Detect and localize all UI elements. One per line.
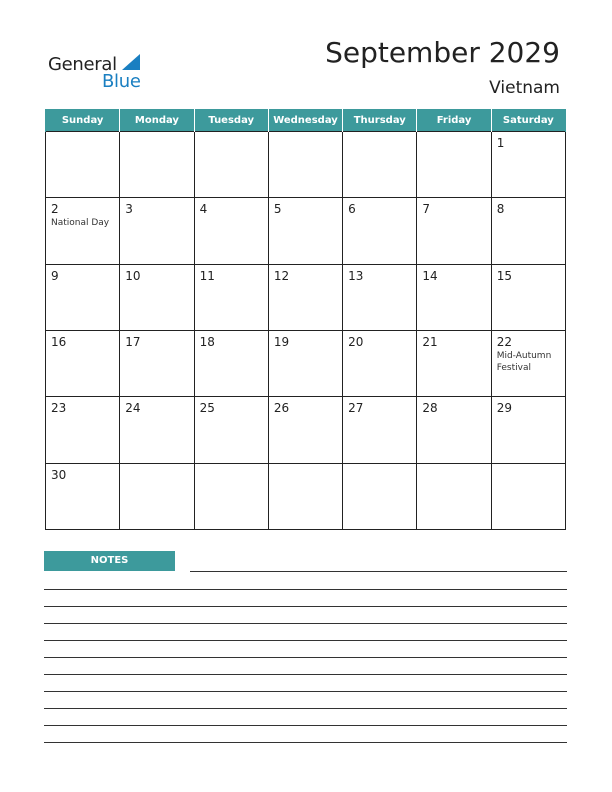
calendar-grid [45, 109, 566, 530]
day-cell [46, 198, 120, 264]
day-cell [343, 198, 417, 264]
country-name: Vietnam [489, 78, 560, 98]
day-cell [120, 463, 194, 529]
day-cell [194, 264, 268, 330]
day-number: 12 [273, 268, 290, 283]
day-cell [417, 463, 491, 529]
day-cell [343, 264, 417, 330]
note-line [44, 589, 567, 590]
page-title: September 2029 [325, 36, 560, 69]
day-number: 1 [496, 136, 505, 150]
week-row [46, 463, 566, 529]
week-row [46, 132, 566, 198]
note-line [44, 623, 567, 624]
day-cell [46, 397, 120, 463]
day-cell [46, 463, 120, 529]
holiday-label: Mid-Autumn Festival [496, 350, 552, 373]
day-cell [46, 330, 120, 396]
brand-logo [48, 52, 148, 92]
weekday-header: Tuesday [194, 109, 268, 132]
holiday-label: National Day [51, 218, 110, 229]
day-cell [491, 198, 565, 264]
day-number: 3 [125, 202, 133, 217]
day-cell [194, 330, 268, 396]
day-cell [343, 132, 417, 198]
day-cell [491, 463, 565, 529]
day-number: 30 [51, 467, 67, 482]
weekday-header: Sunday [46, 109, 120, 132]
calendar-body [46, 132, 566, 530]
day-cell [46, 132, 120, 198]
day-number: 18 [199, 334, 215, 349]
day-cell [120, 397, 194, 463]
day-number: 15 [496, 268, 512, 283]
day-cell [194, 463, 268, 529]
day-cell [417, 132, 491, 198]
day-cell [417, 330, 491, 396]
day-cell [417, 397, 491, 463]
day-cell [268, 264, 342, 330]
day-cell [491, 397, 565, 463]
day-cell [268, 132, 342, 198]
day-cell [268, 198, 342, 264]
day-cell [268, 330, 342, 396]
note-line [44, 708, 567, 709]
day-cell [194, 132, 268, 198]
day-number: 5 [273, 202, 282, 217]
day-number: 9 [51, 268, 59, 283]
note-line [44, 691, 567, 692]
day-number: 2 [51, 202, 59, 217]
week-row [46, 264, 566, 330]
day-cell [491, 264, 565, 330]
day-cell [120, 132, 194, 198]
day-number: 23 [51, 401, 67, 416]
weekday-header: Monday [120, 109, 194, 132]
notes-label: NOTES [44, 551, 175, 571]
day-number: 28 [422, 401, 438, 416]
day-number: 26 [273, 401, 290, 416]
day-number: 24 [125, 401, 141, 416]
day-number: 17 [125, 334, 141, 349]
logo-text-blue: Blue [102, 71, 141, 92]
day-number: 4 [199, 202, 208, 217]
day-cell [491, 132, 565, 198]
day-number: 10 [125, 268, 141, 283]
weekday-header: Friday [417, 109, 491, 132]
day-cell [120, 264, 194, 330]
logo-triangle-icon [122, 54, 140, 70]
day-number: 14 [422, 268, 438, 283]
weekday-header: Thursday [343, 109, 417, 132]
note-line [190, 571, 567, 572]
day-number: 25 [199, 401, 215, 416]
day-cell [268, 463, 342, 529]
note-line [44, 725, 567, 726]
day-cell [194, 397, 268, 463]
day-number: 19 [273, 334, 290, 349]
day-cell [417, 198, 491, 264]
day-number: 20 [348, 334, 364, 349]
day-number: 29 [496, 401, 512, 416]
note-line [44, 742, 567, 743]
day-cell [343, 397, 417, 463]
day-number: 6 [348, 202, 356, 217]
note-line [44, 640, 567, 641]
day-number: 11 [199, 268, 215, 283]
day-cell [268, 397, 342, 463]
day-number: 7 [422, 202, 431, 217]
weekday-header: Wednesday [268, 109, 342, 132]
day-cell [491, 330, 565, 396]
day-cell [120, 330, 194, 396]
day-number: 8 [496, 202, 505, 217]
day-cell [194, 198, 268, 264]
weekday-header-row [46, 109, 566, 132]
day-number: 27 [348, 401, 364, 416]
day-cell [120, 198, 194, 264]
week-row [46, 198, 566, 264]
week-row [46, 397, 566, 463]
week-row [46, 330, 566, 396]
day-number: 21 [422, 334, 438, 349]
day-cell [417, 264, 491, 330]
day-number: 22 [496, 334, 512, 349]
note-line [44, 657, 567, 658]
day-cell [343, 463, 417, 529]
note-line [44, 606, 567, 607]
weekday-header: Saturday [491, 109, 565, 132]
day-cell [46, 264, 120, 330]
day-number: 13 [348, 268, 364, 283]
logo-text-general: General [48, 54, 117, 75]
note-line [44, 674, 567, 675]
day-cell [343, 330, 417, 396]
day-number: 16 [51, 334, 67, 349]
